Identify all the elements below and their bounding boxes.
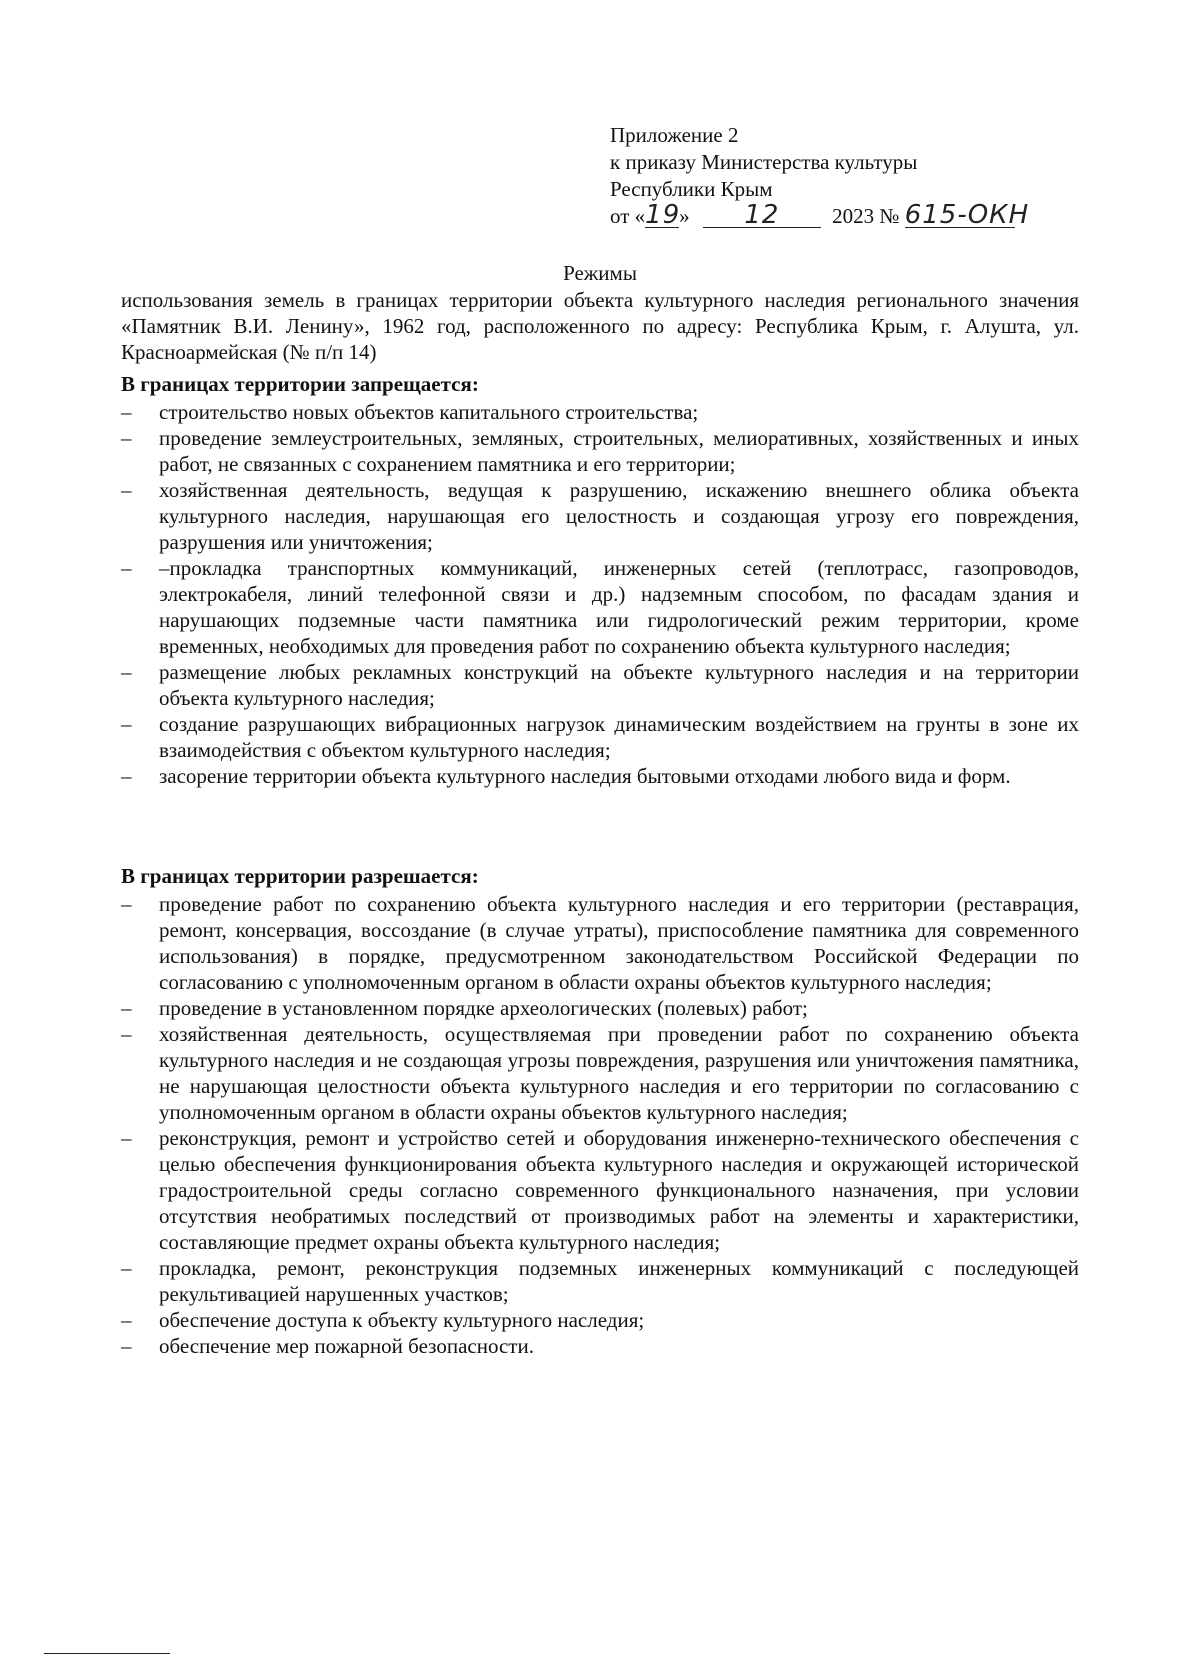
list-item: – обеспечение доступа к объекту культурного наследия;: [121, 1308, 645, 1332]
appendix-date-line: [610, 200, 1030, 230]
dash-bullet: –: [121, 1126, 132, 1150]
document-title: Режимы: [563, 261, 637, 285]
list-item: – прокладка, ремонт, реконструкция подземных инженерных коммуникаций с последующей рекультивацией нарушенных участков;: [121, 1256, 1079, 1306]
appendix-order-ref: к приказу Министерства культуры: [610, 150, 918, 174]
dash-bullet: –: [121, 478, 132, 502]
dash-bullet: –: [121, 996, 132, 1020]
dash-bullet: –: [121, 1256, 132, 1280]
dash-bullet: –: [121, 712, 132, 736]
order-number: [904, 200, 1030, 230]
list-item: – хозяйственная деятельность, осуществляемая при проведении работ по сохранению объекта культурного наследия и не создающая угрозы повреждения, разрушения или уничтожения памятника, не нарушающая целостности объекта культурного наследия и его территории по согласованию с уполномоченным органом в области охраны объектов культурного наследия;: [121, 1022, 1079, 1124]
dash-bullet: –: [121, 556, 132, 580]
footer-divider: [44, 1653, 170, 1654]
list-item: – проведение работ по сохранению объекта культурного наследия и его территории (реставрация, ремонт, консервация, воссоздание (в случае утраты), приспособление памятника для современного использования) в порядке, предусмотренном законодательством Российской Федерации по согласованию с уполномоченным органом в области охраны объектов культурного наследия;: [121, 892, 1079, 994]
permitted-list: [121, 891, 1079, 1359]
list-item: – создание разрушающих вибрационных нагрузок динамическим воздействием на грунты в зоне их взаимодействия с объектом культурного наследия;: [121, 712, 1079, 762]
list-item: – размещение любых рекламных конструкций на объекте культурного наследия и на территории объекта культурного наследия;: [121, 660, 1079, 710]
dash-bullet: –: [121, 660, 132, 684]
date-prefix: от «: [610, 204, 646, 228]
date-month: [703, 200, 821, 230]
date-year: 2023 №: [832, 204, 900, 228]
dash-bullet: –: [121, 1334, 132, 1358]
order-number-handwritten: 615-ОКН: [904, 200, 1030, 230]
list-item: – проведение землеустроительных, земляных, строительных, мелиоративных, хозяйственных и иных работ, не связанных с сохранением памятника и его территории;: [121, 426, 1079, 476]
list-item: – проведение в установленном порядке археологических (полевых) работ;: [121, 996, 808, 1020]
prohibited-list: [121, 399, 1079, 789]
prohibited-heading: В границах территории запрещается:: [121, 372, 479, 396]
dash-bullet: –: [121, 1022, 132, 1046]
list-item: – засорение территории объекта культурного наследия бытовыми отходами любого вида и форм.: [121, 764, 1011, 788]
appendix-block: [610, 122, 1030, 230]
prohibited-section: [121, 371, 1079, 789]
permitted-section: [121, 863, 1079, 1359]
date-month-handwritten: 12: [744, 200, 780, 230]
date-day: [645, 200, 681, 230]
list-item: – строительство новых объектов капитального строительства;: [121, 400, 699, 424]
dash-bullet: –: [121, 400, 132, 424]
date-day-handwritten: 19: [645, 200, 681, 230]
dash-bullet: –: [121, 426, 132, 450]
list-item: – реконструкция, ремонт и устройство сетей и оборудования инженерно-технического обеспечения с целью обеспечения функционирования объекта культурного наследия и окружающей исторической градостроительной среды согласно современного функционального назначения, при условии отсутствия необратимых последствий от производимых работ на элементы и характеристики, составляющие предмет охраны объекта культурного наследия;: [121, 1126, 1079, 1254]
dash-bullet: –: [121, 1308, 132, 1332]
list-item: – хозяйственная деятельность, ведущая к разрушению, искажению внешнего облика объекта культурного наследия, нарушающая его целостность и создающая угрозу его повреждения, разрушения или уничтожения;: [121, 478, 1079, 554]
appendix-title: Приложение 2: [610, 123, 739, 147]
list-item: – –прокладка транспортных коммуникаций, инженерных сетей (теплотрасс, газопроводов, электрокабеля, линий телефонной связи и др.) надземным способом, по фасадам здания и нарушающих подземные части памятника или гидрологический режим территории, кроме временных, необходимых для проведения работ по сохранению объекта культурного наследия;: [121, 556, 1079, 658]
list-item: – обеспечение мер пожарной безопасности.: [121, 1334, 534, 1358]
permitted-heading: В границах территории разрешается:: [121, 864, 479, 888]
appendix-republic: Республики Крым: [610, 177, 773, 201]
dash-bullet: –: [121, 764, 132, 788]
date-mid: »: [679, 204, 690, 228]
document-subtitle: использования земель в границах территории объекта культурного наследия регионального значения «Памятник В.И. Ленину», 1962 год, расположенного по адресу: Республика Крым, г. Алушта, ул. Красноармейская (№ п/п 14): [121, 288, 1079, 364]
dash-bullet: –: [121, 892, 132, 916]
